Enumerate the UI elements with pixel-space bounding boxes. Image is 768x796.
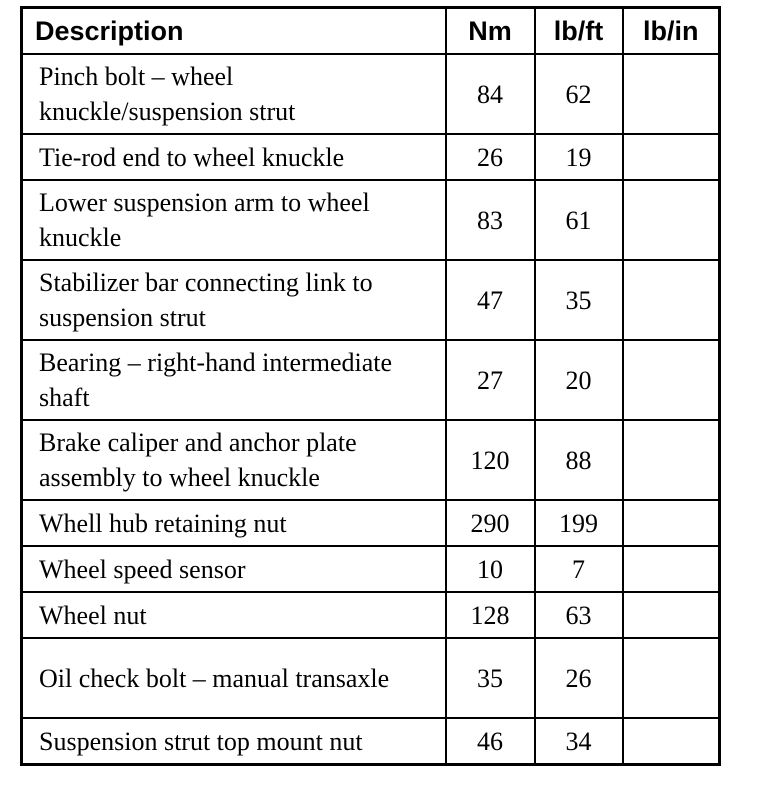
- header-lbft: lb/ft: [535, 8, 623, 55]
- row-lbin: [623, 592, 720, 638]
- table-row: [22, 180, 720, 260]
- header-lbin: lb/in: [623, 8, 720, 55]
- row-lbft: 35: [535, 260, 623, 340]
- header-description: Description: [22, 8, 446, 55]
- table-row: [22, 260, 720, 340]
- row-description: Wheel speed sensor: [22, 546, 446, 592]
- table-row: [22, 420, 720, 500]
- row-nm: 290: [446, 500, 535, 546]
- row-nm: 46: [446, 718, 535, 765]
- row-lbin: [623, 134, 720, 180]
- row-lbft: 88: [535, 420, 623, 500]
- table-row: [22, 718, 720, 765]
- row-lbft: 19: [535, 134, 623, 180]
- row-description: Lower suspension arm to wheel knuckle: [22, 180, 446, 260]
- row-description: Tie-rod end to wheel knuckle: [22, 134, 446, 180]
- row-lbin: [623, 638, 720, 718]
- row-lbft: 26: [535, 638, 623, 718]
- row-description: Wheel nut: [22, 592, 446, 638]
- row-lbin: [623, 54, 720, 134]
- row-nm: 128: [446, 592, 535, 638]
- row-lbin: [623, 340, 720, 420]
- row-lbin: [623, 260, 720, 340]
- row-description: Oil check bolt – manual transaxle: [22, 638, 446, 718]
- row-lbin: [623, 718, 720, 765]
- header-nm: Nm: [446, 8, 535, 55]
- row-lbft: 199: [535, 500, 623, 546]
- table-row: [22, 500, 720, 546]
- row-description: Pinch bolt – wheel knuckle/suspension strut: [22, 54, 446, 134]
- torque-specification-table: [20, 6, 721, 766]
- row-nm: 26: [446, 134, 535, 180]
- table-row: [22, 54, 720, 134]
- row-lbft: 34: [535, 718, 623, 765]
- table-row: [22, 134, 720, 180]
- row-lbin: [623, 500, 720, 546]
- row-nm: 83: [446, 180, 535, 260]
- row-description: Whell hub retaining nut: [22, 500, 446, 546]
- table-header-row: [22, 8, 720, 55]
- row-lbft: 7: [535, 546, 623, 592]
- row-description: Brake caliper and anchor plate assembly to wheel knuckle: [22, 420, 446, 500]
- row-description: Stabilizer bar connecting link to suspension strut: [22, 260, 446, 340]
- table-row: [22, 592, 720, 638]
- row-nm: 84: [446, 54, 535, 134]
- row-lbin: [623, 546, 720, 592]
- row-nm: 10: [446, 546, 535, 592]
- row-lbft: 61: [535, 180, 623, 260]
- row-lbin: [623, 180, 720, 260]
- row-lbin: [623, 420, 720, 500]
- row-lbft: 63: [535, 592, 623, 638]
- table-row: [22, 546, 720, 592]
- row-lbft: 20: [535, 340, 623, 420]
- row-nm: 35: [446, 638, 535, 718]
- row-lbft: 62: [535, 54, 623, 134]
- row-nm: 120: [446, 420, 535, 500]
- row-nm: 47: [446, 260, 535, 340]
- row-description: Bearing – right-hand intermediate shaft: [22, 340, 446, 420]
- table-row: [22, 340, 720, 420]
- row-description: Suspension strut top mount nut: [22, 718, 446, 765]
- table-row: [22, 638, 720, 718]
- row-nm: 27: [446, 340, 535, 420]
